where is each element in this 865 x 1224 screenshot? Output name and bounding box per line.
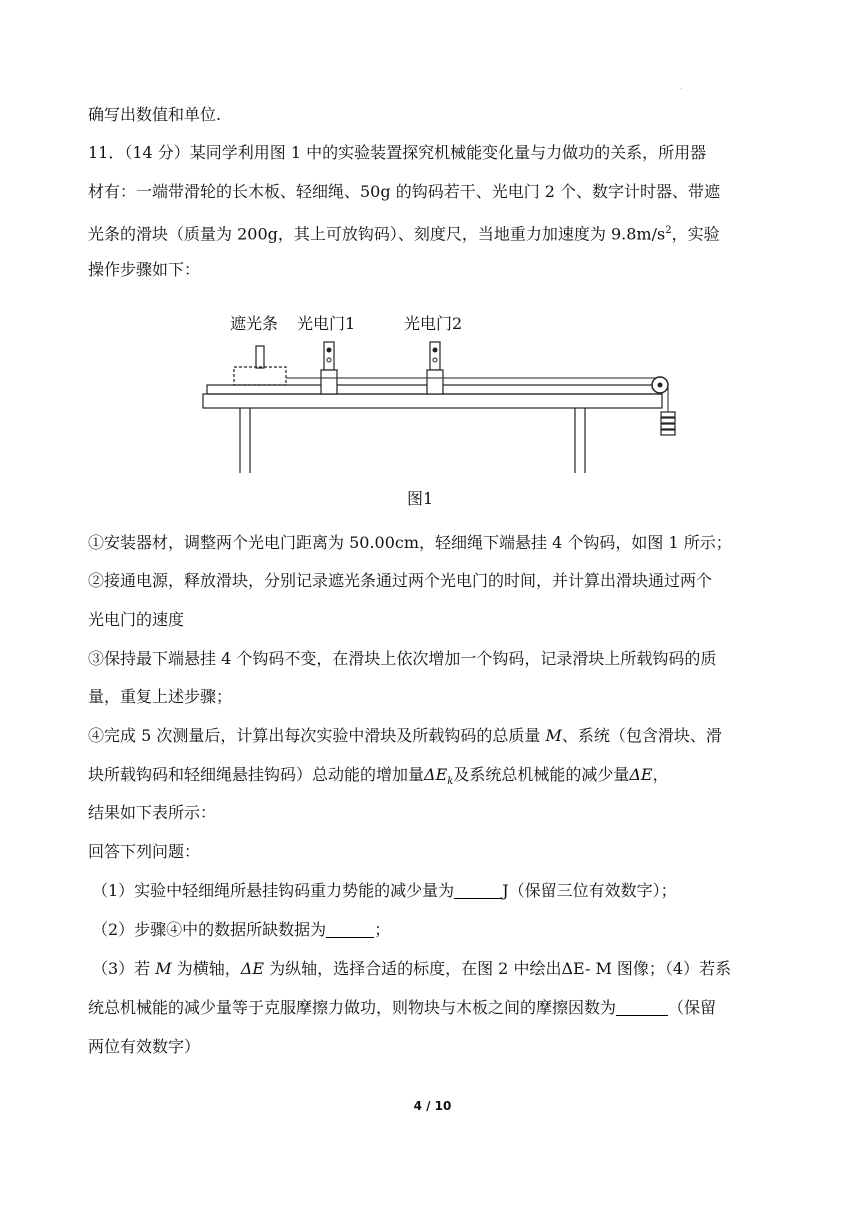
- text-line: 光条的滑块（质量为 200g，其上可放钩码）、刻度尺，当地重力加速度为 $9.8m/s^2$，实验: [88, 224, 720, 244]
- label-shading-strip: 遮光条: [230, 314, 279, 333]
- text-line: 结果如下表所示：: [88, 803, 217, 822]
- step-2-cont: 光电门的速度: [88, 610, 185, 629]
- glider: [234, 367, 286, 385]
- step-4-cont: 块所载钩码和轻细绳悬挂钩码）总动能的增加量$\Delta E_k$及系统总机械能的减少量ΔE，: [88, 765, 669, 788]
- answer-blank-1: [454, 882, 502, 899]
- stray-dot: ·: [680, 86, 682, 93]
- step-3-cont: 量，重复上述步骤；: [88, 687, 233, 706]
- label-photogate-2: 光电门2: [404, 314, 463, 333]
- hanging-weights: [661, 412, 675, 435]
- answer-blank-2: [326, 921, 374, 938]
- question-3: （3）若 M 为横轴，ΔE 为纵轴，选择合适的标度，在图 2 中绘出ΔE- M 图像；（4）若系: [92, 959, 732, 978]
- question-2: （2）步骤④中的数据所缺数据为 ；: [92, 920, 391, 939]
- step-1: ①安装器材，调整两个光电门距离为 50.00cm，轻细绳下端悬挂 4 个钩码，如图 1 所示；: [88, 533, 732, 552]
- photogate-2: [427, 342, 443, 394]
- text-line: 确写出数值和单位.: [88, 105, 222, 124]
- answer-blank-4: [616, 999, 668, 1016]
- board: [203, 394, 662, 408]
- question-4-cont: 两位有效数字）: [88, 1037, 201, 1056]
- step-2: ②接通电源，释放滑块，分别记录遮光条通过两个光电门的时间，并计算出滑块通过两个: [88, 571, 713, 590]
- figure-1: [190, 300, 690, 520]
- step-4: ④完成 5 次测量后，计算出每次实验中滑块及所载钩码的总质量 M、系统（包含滑块、滑: [88, 726, 722, 745]
- question-4: 统总机械能的减少量等于克服摩擦力做功，则物块与木板之间的摩擦因数为 （保留: [88, 998, 717, 1017]
- text-line: 材有：一端带滑轮的长木板、轻细绳、50g 的钩码若干、光电门 2 个、数字计时器、带遮: [88, 182, 721, 201]
- text-line: 操作步骤如下：: [88, 260, 201, 279]
- photogate-1: [321, 342, 337, 394]
- label-photogate-1: 光电门1: [297, 314, 356, 333]
- question-1: （1）实验中轻细绳所悬挂钩码重力势能的减少量为 J（保留三位有效数字）；: [92, 881, 677, 900]
- step-3: ③保持最下端悬挂 4 个钩码不变，在滑块上依次增加一个钩码，记录滑块上所载钩码的质: [88, 649, 717, 668]
- text-line: 回答下列问题：: [88, 842, 201, 861]
- figure-caption: 图1: [407, 489, 434, 508]
- page-number: 4 / 10: [413, 1099, 452, 1113]
- shading-strip: [256, 346, 264, 368]
- question-11-heading: 11．（14 分）某同学利用图 1 中的实验装置探究机械能变化量与力做功的关系，所用器: [88, 143, 707, 162]
